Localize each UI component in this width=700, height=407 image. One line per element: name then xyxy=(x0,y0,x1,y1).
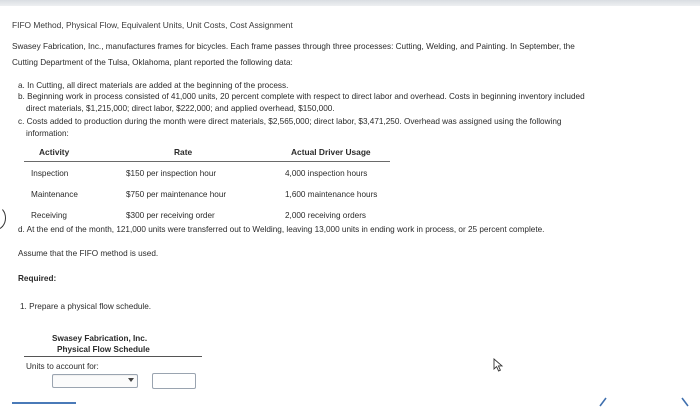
item-b-line-2: direct materials, $1,215,000; direct labor, $222,000; and applied overhead, $150,000. xyxy=(26,104,335,113)
chevron-down-icon xyxy=(128,378,134,382)
table-header-activity: Activity xyxy=(39,147,70,157)
table-cell-usage: 4,000 inspection hours xyxy=(285,169,368,178)
table-header-rate: Rate xyxy=(174,147,193,157)
item-b-line-1: b. Beginning work in process consisted of 41,000 units, 20 percent complete with respect to direct labor and overhead. Costs in beginning inventory included xyxy=(18,92,585,101)
schedule-heading: Physical Flow Schedule xyxy=(57,345,150,354)
units-select-dropdown[interactable] xyxy=(52,374,138,388)
problem-title: FIFO Method, Physical Flow, Equivalent Units, Unit Costs, Cost Assignment xyxy=(12,20,293,30)
schedule-rule xyxy=(24,356,202,357)
table-cell-rate: $750 per maintenance hour xyxy=(126,190,227,199)
item-c-line-1: c. Costs added to production during the month were direct materials, $2,565,000; direct labor, $3,471,250. Overhead was assigned using the following xyxy=(18,117,562,126)
bottom-tab-indicator xyxy=(12,402,76,404)
table-cell-rate: $150 per inspection hour xyxy=(126,169,217,178)
item-a: a. In Cutting, all direct materials are added at the beginning of the process. xyxy=(18,81,289,90)
table-cell-activity: Inspection xyxy=(31,169,69,178)
required-label: Required: xyxy=(18,274,57,283)
bottom-nav-arrows-icon xyxy=(586,396,696,407)
question-1: 1. Prepare a physical flow schedule. xyxy=(20,302,152,311)
table-cell-activity: Receiving xyxy=(31,211,67,220)
table-header-usage: Actual Driver Usage xyxy=(291,147,371,157)
intro-line-1: Swasey Fabrication, Inc., manufactures frames for bicycles. Each frame passes through three processes: Cutting, Welding, and Painting. In September, the xyxy=(12,42,575,51)
table-header-rule xyxy=(24,161,390,162)
table-cell-activity: Maintenance xyxy=(31,190,78,199)
units-input-field[interactable] xyxy=(152,373,196,389)
units-to-account-label: Units to account for: xyxy=(26,362,99,371)
table-cell-usage: 2,000 receiving orders xyxy=(285,211,367,220)
left-edge-arc xyxy=(0,206,6,230)
fifo-assumption: Assume that the FIFO method is used. xyxy=(18,249,159,258)
intro-line-2: Cutting Department of the Tulsa, Oklahoma, plant reported the following data: xyxy=(12,58,293,67)
top-bar xyxy=(0,0,700,6)
table-cell-usage: 1,600 maintenance hours xyxy=(285,190,378,199)
mouse-pointer-icon xyxy=(493,358,505,372)
schedule-company: Swasey Fabrication, Inc. xyxy=(52,334,148,343)
item-d: d. At the end of the month, 121,000 units were transferred out to Welding, leaving 13,000 units in ending work in process, or 25 percent complete. xyxy=(18,225,545,234)
item-c-line-2: information: xyxy=(26,129,69,138)
table-cell-rate: $300 per receiving order xyxy=(126,211,215,220)
